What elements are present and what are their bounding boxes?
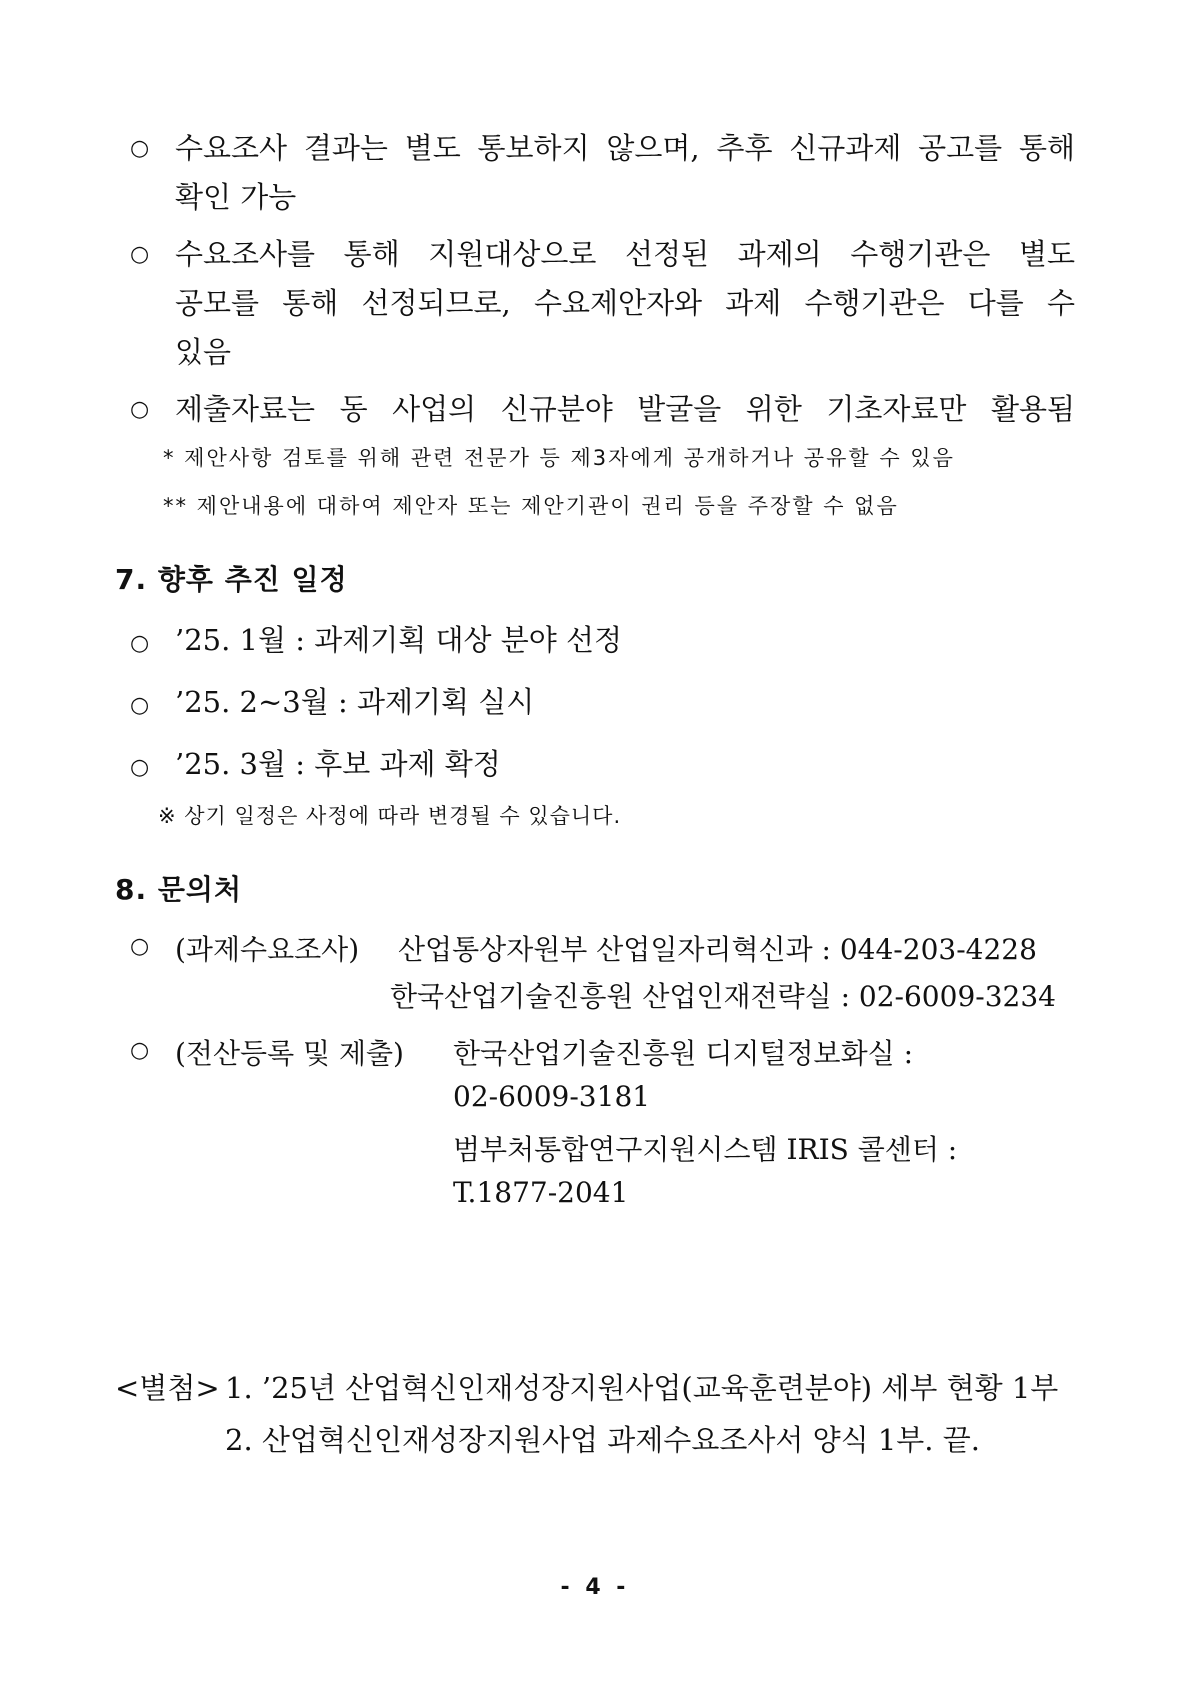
contact-line: 산업통상자원부 산업일자리혁신과 : 044-203-4228: [398, 933, 1037, 966]
section-heading: 7. 향후 추진 일정: [115, 563, 348, 596]
contact-line: 한국산업기술진흥원 디지털정보화실 :: [453, 1037, 914, 1070]
bullet-line: 수요조사 결과는 별도 통보하지 않으며, 추후 신규과제 공고를 통해: [175, 131, 1075, 165]
page-number: - 4 -: [560, 1575, 630, 1600]
contact-label: (과제수요조사): [175, 933, 360, 966]
contact-line: 02-6009-3181: [453, 1080, 651, 1113]
bullet-line: 공모를 통해 선정되므로, 수요제안자와 과제 수행기관은 다를 수: [175, 286, 1075, 320]
circle-bullet-icon: ○: [130, 631, 150, 656]
circle-bullet-icon: ○: [130, 693, 150, 718]
attachment-item: 2. 산업혁신인재성장지원사업 과제수요조사서 양식 1부. 끝.: [225, 1423, 980, 1457]
contact-line: 한국산업기술진흥원 산업인재전략실 : 02-6009-3234: [390, 980, 1056, 1013]
bullet-text: [175, 124, 1075, 222]
section-heading: 8. 문의처: [115, 873, 243, 906]
bullet-line: 확인 가능: [175, 180, 297, 214]
circle-bullet-icon: ○: [130, 397, 150, 422]
circle-bullet-icon: ○: [130, 934, 150, 959]
schedule-text: ’25. 2~3월 : 과제기획 실시: [175, 685, 535, 719]
bullet-text: [175, 385, 1075, 434]
schedule-text: ’25. 3월 : 후보 과제 확정: [175, 747, 501, 781]
note-line: * 제안사항 검토를 위해 관련 전문가 등 제3자에게 공개하거나 공유할 수 있음: [163, 446, 955, 470]
bullet-line: 수요조사를 통해 지원대상으로 선정된 과제의 수행기관은 별도: [175, 237, 1075, 271]
contact-label: (전산등록 및 제출): [175, 1037, 404, 1070]
circle-bullet-icon: ○: [130, 242, 150, 267]
attachment-label: <별첨>: [115, 1371, 220, 1405]
bullet-line: 제출자료는 동 사업의 신규분야 발굴을 위한 기초자료만 활용됨: [175, 392, 1075, 426]
contact-line: 범부처통합연구지원시스템 IRIS 콜센터 :: [453, 1133, 958, 1166]
circle-bullet-icon: ○: [130, 755, 150, 780]
schedule-item: [130, 680, 534, 721]
schedule-item: [130, 742, 501, 783]
bullet-line: 있음: [175, 335, 232, 369]
circle-bullet-icon: ○: [130, 136, 150, 161]
schedule-text: ’25. 1월 : 과제기획 대상 분야 선정: [175, 623, 623, 657]
bullet-text: [175, 230, 1075, 377]
note-line: ** 제안내용에 대하여 제안자 또는 제안기관이 권리 등을 주장할 수 없음: [163, 494, 899, 518]
circle-bullet-icon: ○: [130, 1038, 150, 1063]
contact-line: T.1877-2041: [453, 1176, 629, 1209]
attachment-item: 1. ’25년 산업혁신인재성장지원사업(교육훈련분야) 세부 현황 1부: [225, 1371, 1059, 1405]
schedule-item: [130, 618, 622, 659]
schedule-footnote: ※ 상기 일정은 사정에 따라 변경될 수 있습니다.: [158, 804, 622, 828]
